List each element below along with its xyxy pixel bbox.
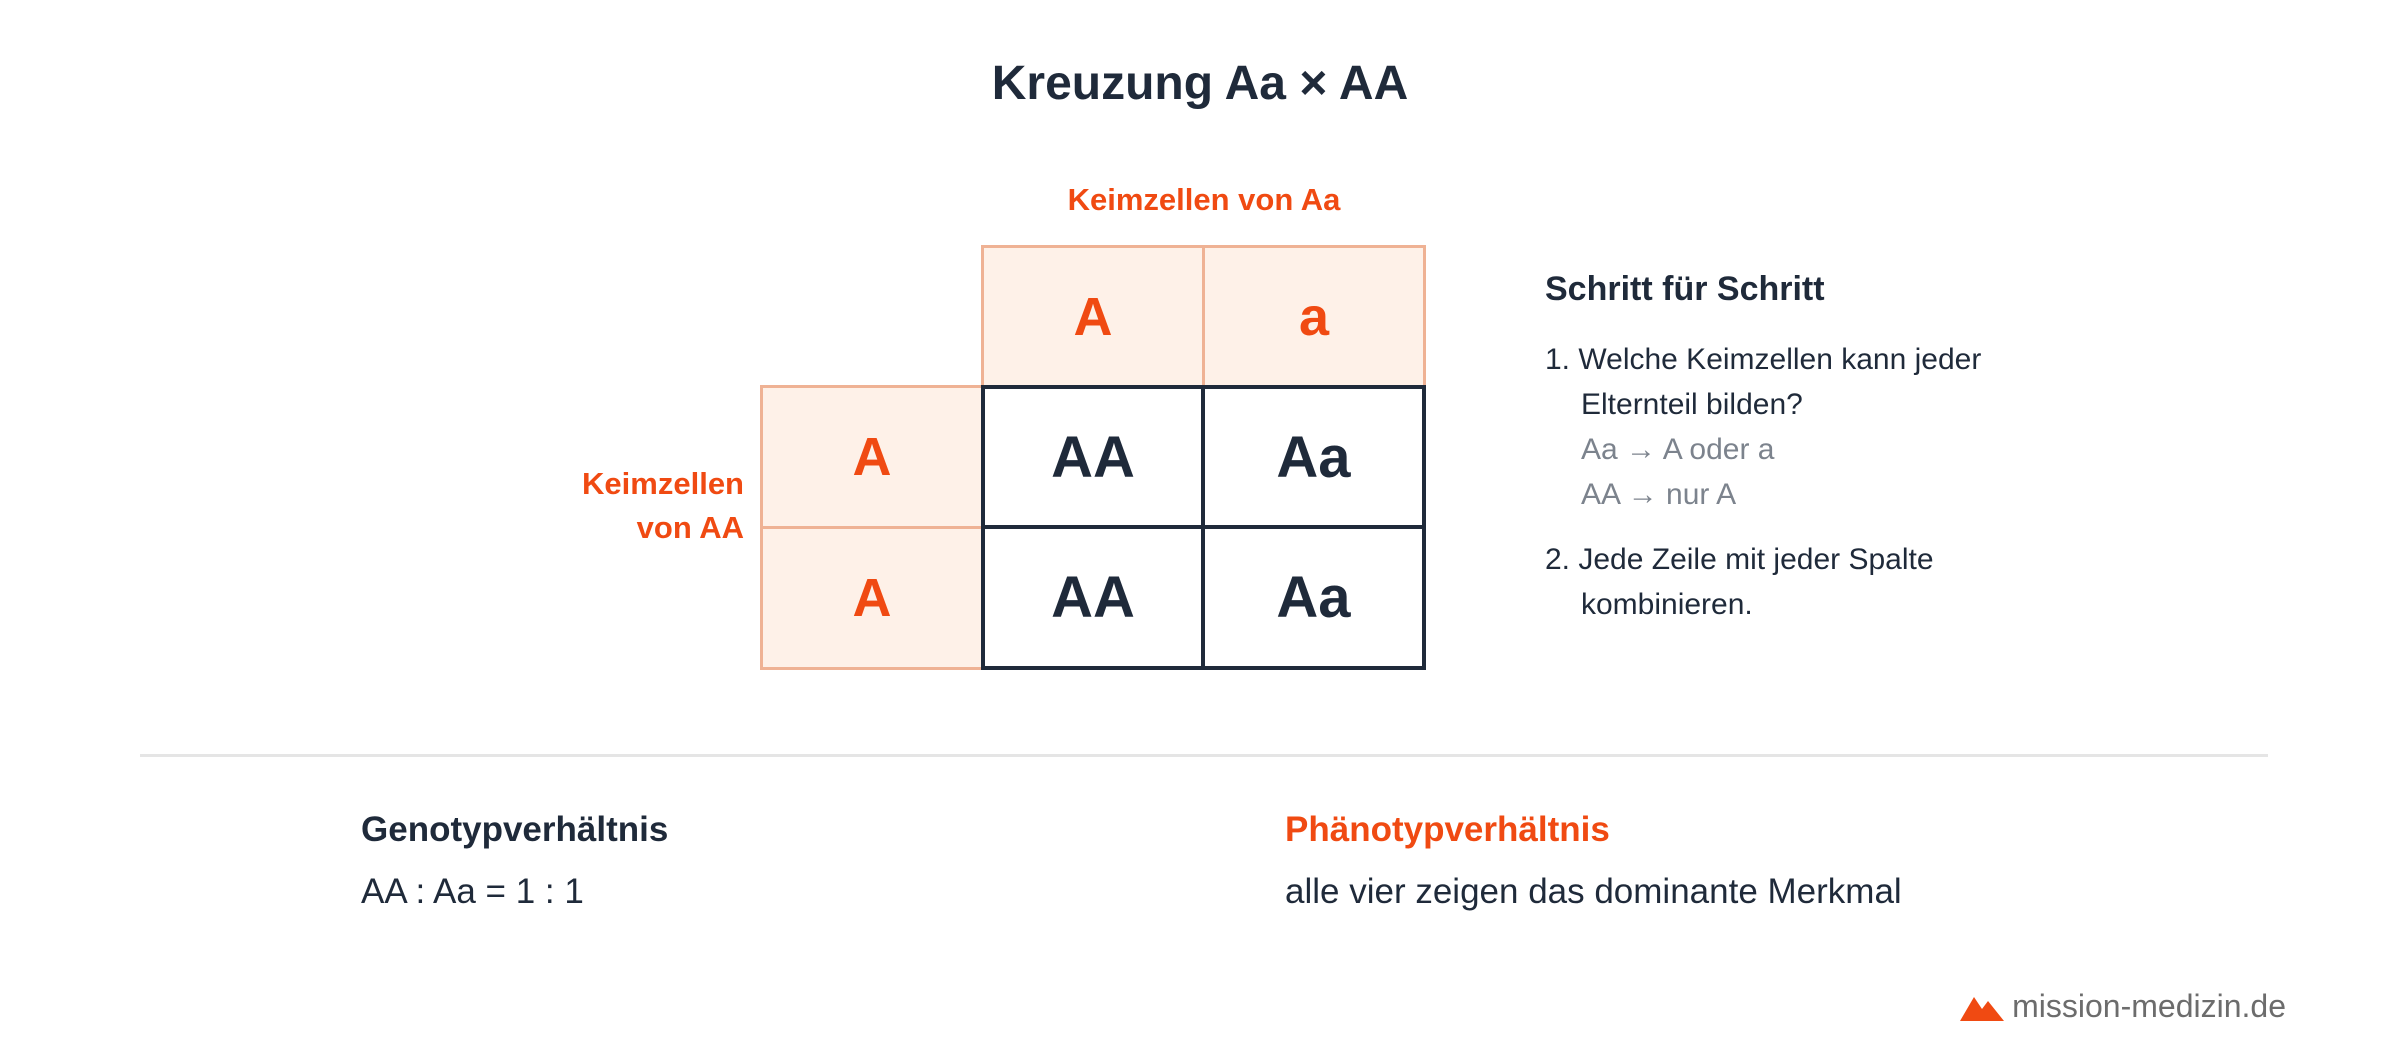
punnett-cell-r2-c1: AA	[985, 529, 1201, 666]
row-header-1: A	[760, 385, 984, 529]
step-2-line-1: 2. Jede Zeile mit jeder Spalte	[1545, 543, 1934, 576]
section-divider	[140, 754, 2268, 757]
steps-panel	[1545, 270, 2105, 627]
step-1	[1545, 337, 2105, 517]
step-1-line-1: 1. Welche Keimzellen kann jeder	[1545, 343, 1982, 376]
genotype-heading: Genotypverhältnis	[361, 810, 669, 849]
page-title: Kreuzung Aa × AA	[991, 57, 1409, 110]
punnett-cell-r2-c2: Aa	[1205, 529, 1422, 666]
punnett-cell-r1-c2: Aa	[1205, 389, 1422, 525]
phenotype-value: alle vier zeigen das dominante Merkmal	[1285, 872, 1902, 911]
column-gametes-label: Keimzellen von Aa	[1067, 182, 1341, 217]
row-gametes-label-line-2: von AA	[636, 510, 744, 545]
row-header-2: A	[760, 526, 984, 670]
punnett-cell-r1-c1: AA	[985, 389, 1201, 525]
step-1-line-2: Elternteil bilden?	[1581, 388, 1803, 421]
column-header-1: A	[981, 245, 1205, 388]
row-gametes-label-line-1: Keimzellen	[582, 466, 744, 501]
brand-footer	[1960, 988, 2286, 1025]
row-gametes-label	[480, 462, 744, 550]
step-1-note-1: Aa → A oder a	[1581, 433, 1775, 466]
steps-title: Schritt für Schritt	[1545, 270, 1825, 308]
brand-text: mission-medizin.de	[2012, 988, 2286, 1024]
column-header-2: a	[1202, 245, 1426, 388]
genotype-value: AA : Aa = 1 : 1	[361, 872, 584, 911]
mountain-logo-icon	[1960, 993, 2004, 1021]
step-2	[1545, 537, 2105, 627]
step-1-note-2: AA → nur A	[1581, 478, 1737, 511]
step-2-line-2: kombinieren.	[1581, 588, 1753, 621]
phenotype-heading: Phänotypverhältnis	[1285, 810, 1610, 849]
grid-divider-horizontal	[981, 525, 1426, 529]
